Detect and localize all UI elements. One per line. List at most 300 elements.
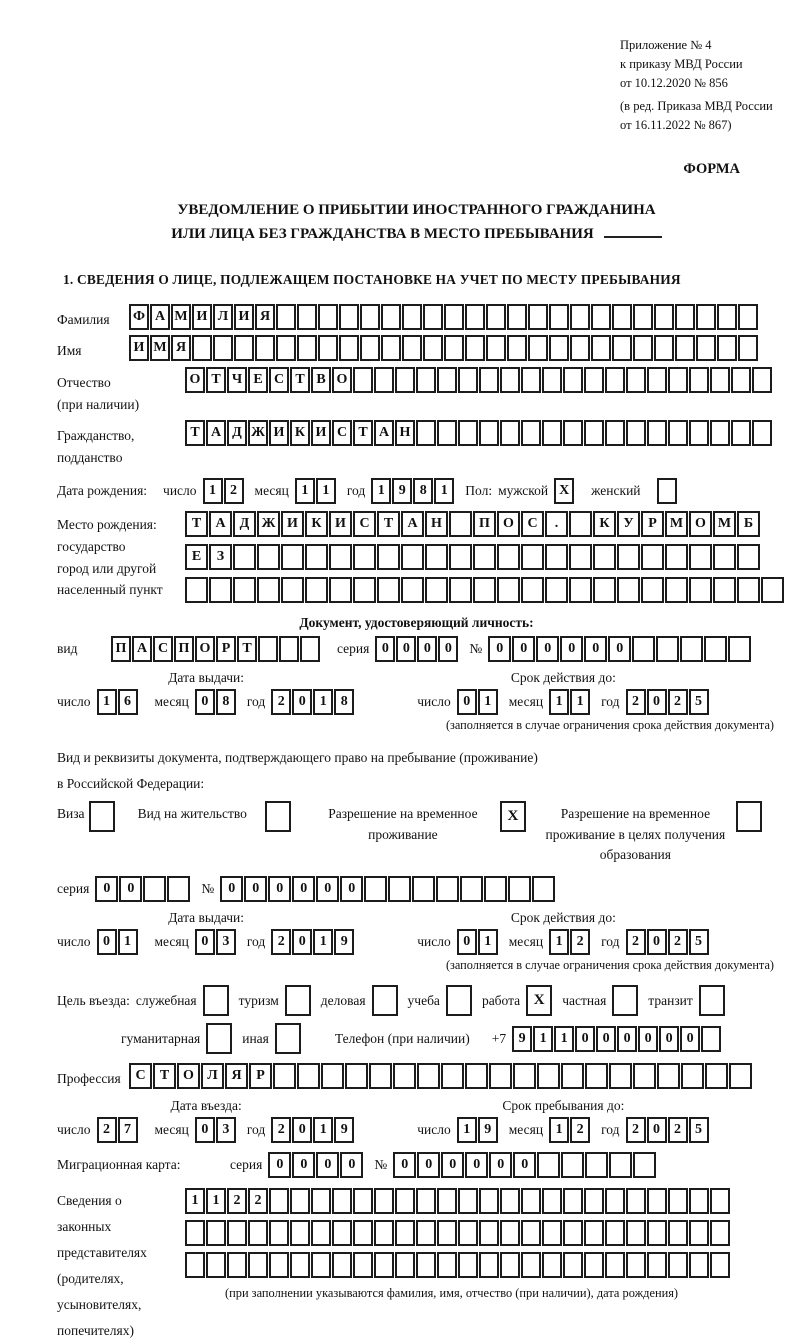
char-box[interactable] xyxy=(549,304,569,330)
char-box[interactable] xyxy=(542,420,562,446)
char-box[interactable]: 0 xyxy=(340,1152,363,1178)
char-box[interactable] xyxy=(647,1220,667,1246)
char-box[interactable] xyxy=(563,367,583,393)
char-box[interactable] xyxy=(701,1026,721,1052)
char-box[interactable]: 0 xyxy=(417,636,437,662)
char-box[interactable] xyxy=(585,1063,608,1089)
char-box[interactable]: Р xyxy=(216,636,236,662)
char-box[interactable]: 0 xyxy=(680,1026,700,1052)
char-box[interactable] xyxy=(657,1063,680,1089)
char-box[interactable] xyxy=(737,544,760,570)
char-box[interactable] xyxy=(489,1063,512,1089)
char-box[interactable] xyxy=(591,335,611,361)
char-box[interactable] xyxy=(364,876,387,902)
char-box[interactable] xyxy=(569,577,592,603)
char-box[interactable] xyxy=(605,1220,625,1246)
char-box[interactable] xyxy=(609,1152,632,1178)
char-box[interactable] xyxy=(458,420,478,446)
char-box[interactable]: 0 xyxy=(119,876,142,902)
char-box[interactable] xyxy=(318,304,338,330)
char-box[interactable] xyxy=(377,544,400,570)
char-box[interactable] xyxy=(668,1188,688,1214)
char-box[interactable] xyxy=(486,335,506,361)
char-box[interactable]: 0 xyxy=(560,636,583,662)
char-box[interactable] xyxy=(372,985,398,1016)
char-box[interactable] xyxy=(680,636,703,662)
char-box[interactable] xyxy=(416,367,436,393)
char-box[interactable]: С xyxy=(153,636,173,662)
char-box[interactable] xyxy=(297,304,317,330)
char-box[interactable] xyxy=(705,1063,728,1089)
char-box[interactable] xyxy=(381,335,401,361)
char-box[interactable] xyxy=(332,1188,352,1214)
char-box[interactable] xyxy=(561,1063,584,1089)
char-box[interactable] xyxy=(563,1188,583,1214)
char-box[interactable] xyxy=(273,1063,296,1089)
char-box[interactable]: 1 xyxy=(434,478,454,504)
char-box[interactable]: 9 xyxy=(334,929,354,955)
char-box[interactable]: Н xyxy=(425,511,448,537)
char-box[interactable]: 0 xyxy=(596,1026,616,1052)
char-box[interactable]: С xyxy=(332,420,352,446)
char-box[interactable]: Р xyxy=(641,511,664,537)
char-box[interactable]: Ф xyxy=(129,304,149,330)
char-box[interactable] xyxy=(605,1252,625,1278)
char-box[interactable] xyxy=(532,876,555,902)
char-box[interactable] xyxy=(609,1063,632,1089)
char-box[interactable] xyxy=(710,367,730,393)
char-box[interactable] xyxy=(444,335,464,361)
char-box[interactable]: 0 xyxy=(647,689,667,715)
char-box[interactable]: К xyxy=(305,511,328,537)
char-box[interactable]: Т xyxy=(185,420,205,446)
char-box[interactable]: Л xyxy=(213,304,233,330)
char-box[interactable] xyxy=(537,1152,560,1178)
char-box[interactable]: Т xyxy=(153,1063,176,1089)
char-box[interactable]: 0 xyxy=(513,1152,536,1178)
char-box[interactable] xyxy=(665,577,688,603)
char-box[interactable] xyxy=(521,1188,541,1214)
char-box[interactable]: 0 xyxy=(659,1026,679,1052)
char-box[interactable]: О xyxy=(332,367,352,393)
char-box[interactable] xyxy=(416,420,436,446)
char-box[interactable] xyxy=(647,420,667,446)
char-box[interactable]: 1 xyxy=(549,689,569,715)
char-box[interactable]: Т xyxy=(206,367,226,393)
char-box[interactable] xyxy=(626,1220,646,1246)
char-box[interactable] xyxy=(584,1220,604,1246)
char-box[interactable] xyxy=(626,1252,646,1278)
char-box[interactable] xyxy=(668,367,688,393)
char-box[interactable]: 0 xyxy=(417,1152,440,1178)
char-box[interactable]: 1 xyxy=(533,1026,553,1052)
char-box[interactable]: 1 xyxy=(185,1188,205,1214)
char-box[interactable]: 2 xyxy=(271,1117,291,1143)
char-box[interactable] xyxy=(479,1252,499,1278)
char-box[interactable] xyxy=(377,577,400,603)
char-box[interactable] xyxy=(185,577,208,603)
char-box[interactable] xyxy=(227,1252,247,1278)
char-box[interactable] xyxy=(593,577,616,603)
char-box[interactable] xyxy=(258,636,278,662)
char-box[interactable] xyxy=(458,367,478,393)
char-box[interactable] xyxy=(279,636,299,662)
char-box[interactable] xyxy=(329,577,352,603)
char-box[interactable] xyxy=(353,1188,373,1214)
char-box[interactable] xyxy=(332,1252,352,1278)
char-box[interactable]: А xyxy=(150,304,170,330)
char-box[interactable]: 0 xyxy=(292,876,315,902)
char-box[interactable] xyxy=(738,335,758,361)
char-box[interactable]: О xyxy=(195,636,215,662)
char-box[interactable]: 1 xyxy=(549,1117,569,1143)
char-box[interactable]: Я xyxy=(225,1063,248,1089)
char-box[interactable]: 2 xyxy=(626,929,646,955)
char-box[interactable]: Т xyxy=(237,636,257,662)
char-box[interactable] xyxy=(696,335,716,361)
char-box[interactable]: С xyxy=(129,1063,152,1089)
char-box[interactable]: 0 xyxy=(438,636,458,662)
char-box[interactable] xyxy=(374,1252,394,1278)
char-box[interactable]: 0 xyxy=(465,1152,488,1178)
char-box[interactable]: М xyxy=(171,304,191,330)
char-box[interactable] xyxy=(696,304,716,330)
char-box[interactable]: Б xyxy=(737,511,760,537)
char-box[interactable] xyxy=(500,1188,520,1214)
char-box[interactable] xyxy=(731,420,751,446)
char-box[interactable]: 9 xyxy=(512,1026,532,1052)
char-box[interactable] xyxy=(528,335,548,361)
char-box[interactable]: 8 xyxy=(413,478,433,504)
char-box[interactable] xyxy=(206,1220,226,1246)
char-box[interactable]: 0 xyxy=(584,636,607,662)
char-box[interactable] xyxy=(605,420,625,446)
char-box[interactable] xyxy=(353,577,376,603)
char-box[interactable]: 2 xyxy=(668,689,688,715)
char-box[interactable]: 2 xyxy=(227,1188,247,1214)
char-box[interactable]: 1 xyxy=(316,478,336,504)
char-box[interactable] xyxy=(321,1063,344,1089)
char-box[interactable]: X xyxy=(500,801,526,832)
char-box[interactable] xyxy=(416,1188,436,1214)
char-box[interactable] xyxy=(412,876,435,902)
char-box[interactable]: 0 xyxy=(488,636,511,662)
char-box[interactable] xyxy=(689,577,712,603)
char-box[interactable]: 0 xyxy=(220,876,243,902)
char-box[interactable]: 0 xyxy=(457,689,477,715)
char-box[interactable] xyxy=(508,876,531,902)
char-box[interactable]: 3 xyxy=(216,929,236,955)
char-box[interactable]: 0 xyxy=(292,1117,312,1143)
char-box[interactable]: 2 xyxy=(570,929,590,955)
char-box[interactable] xyxy=(654,335,674,361)
char-box[interactable]: Ж xyxy=(248,420,268,446)
char-box[interactable] xyxy=(395,1188,415,1214)
char-box[interactable]: 1 xyxy=(570,689,590,715)
char-box[interactable] xyxy=(633,1152,656,1178)
char-box[interactable] xyxy=(297,1063,320,1089)
char-box[interactable]: 2 xyxy=(224,478,244,504)
char-box[interactable] xyxy=(473,577,496,603)
char-box[interactable] xyxy=(521,544,544,570)
char-box[interactable]: 0 xyxy=(489,1152,512,1178)
char-box[interactable]: 1 xyxy=(295,478,315,504)
char-box[interactable] xyxy=(479,1188,499,1214)
char-box[interactable]: X xyxy=(526,985,552,1016)
char-box[interactable] xyxy=(360,304,380,330)
char-box[interactable] xyxy=(563,420,583,446)
char-box[interactable]: 0 xyxy=(375,636,395,662)
char-box[interactable] xyxy=(713,577,736,603)
char-box[interactable]: 0 xyxy=(97,929,117,955)
char-box[interactable] xyxy=(689,1220,709,1246)
char-box[interactable]: 0 xyxy=(316,876,339,902)
char-box[interactable] xyxy=(641,577,664,603)
char-box[interactable] xyxy=(285,985,311,1016)
char-box[interactable] xyxy=(449,577,472,603)
char-box[interactable]: 0 xyxy=(244,876,267,902)
char-box[interactable]: 0 xyxy=(95,876,118,902)
char-box[interactable]: А xyxy=(374,420,394,446)
char-box[interactable] xyxy=(626,367,646,393)
char-box[interactable]: У xyxy=(617,511,640,537)
char-box[interactable] xyxy=(717,304,737,330)
char-box[interactable] xyxy=(675,304,695,330)
char-box[interactable] xyxy=(500,1252,520,1278)
char-box[interactable] xyxy=(617,577,640,603)
char-box[interactable]: М xyxy=(713,511,736,537)
char-box[interactable] xyxy=(281,577,304,603)
char-box[interactable]: 1 xyxy=(478,689,498,715)
char-box[interactable] xyxy=(329,544,352,570)
char-box[interactable] xyxy=(416,1252,436,1278)
char-box[interactable]: 3 xyxy=(216,1117,236,1143)
char-box[interactable] xyxy=(563,1220,583,1246)
char-box[interactable]: 9 xyxy=(334,1117,354,1143)
char-box[interactable]: 2 xyxy=(271,929,291,955)
char-box[interactable] xyxy=(612,985,638,1016)
char-box[interactable] xyxy=(736,801,762,832)
char-box[interactable]: 2 xyxy=(668,929,688,955)
char-box[interactable] xyxy=(423,335,443,361)
char-box[interactable] xyxy=(584,367,604,393)
char-box[interactable] xyxy=(500,367,520,393)
char-box[interactable]: 0 xyxy=(457,929,477,955)
char-box[interactable] xyxy=(500,1220,520,1246)
char-box[interactable]: 2 xyxy=(626,689,646,715)
char-box[interactable]: Я xyxy=(171,335,191,361)
char-box[interactable]: А xyxy=(132,636,152,662)
char-box[interactable] xyxy=(612,335,632,361)
char-box[interactable] xyxy=(710,1188,730,1214)
char-box[interactable] xyxy=(339,335,359,361)
char-box[interactable] xyxy=(269,1220,289,1246)
char-box[interactable] xyxy=(353,1252,373,1278)
char-box[interactable] xyxy=(704,636,727,662)
char-box[interactable] xyxy=(353,1220,373,1246)
char-box[interactable] xyxy=(436,876,459,902)
char-box[interactable] xyxy=(497,577,520,603)
char-box[interactable] xyxy=(537,1063,560,1089)
char-box[interactable] xyxy=(656,636,679,662)
char-box[interactable]: X xyxy=(554,478,574,504)
char-box[interactable]: 1 xyxy=(554,1026,574,1052)
char-box[interactable] xyxy=(276,335,296,361)
char-box[interactable] xyxy=(437,1188,457,1214)
char-box[interactable]: И xyxy=(281,511,304,537)
char-box[interactable] xyxy=(542,1188,562,1214)
char-box[interactable] xyxy=(89,801,115,832)
char-box[interactable]: 2 xyxy=(668,1117,688,1143)
char-box[interactable]: А xyxy=(401,511,424,537)
char-box[interactable]: 1 xyxy=(457,1117,477,1143)
char-box[interactable] xyxy=(632,636,655,662)
char-box[interactable] xyxy=(479,367,499,393)
char-box[interactable]: 0 xyxy=(647,1117,667,1143)
char-box[interactable] xyxy=(484,876,507,902)
char-box[interactable] xyxy=(737,577,760,603)
char-box[interactable] xyxy=(417,1063,440,1089)
char-box[interactable] xyxy=(689,1188,709,1214)
char-box[interactable]: 0 xyxy=(268,876,291,902)
char-box[interactable] xyxy=(449,511,472,537)
char-box[interactable] xyxy=(507,335,527,361)
char-box[interactable]: 1 xyxy=(313,689,333,715)
char-box[interactable]: 2 xyxy=(248,1188,268,1214)
char-box[interactable] xyxy=(654,304,674,330)
char-box[interactable] xyxy=(584,420,604,446)
char-box[interactable]: С xyxy=(353,511,376,537)
char-box[interactable] xyxy=(276,304,296,330)
char-box[interactable] xyxy=(561,1152,584,1178)
char-box[interactable] xyxy=(290,1188,310,1214)
char-box[interactable] xyxy=(281,544,304,570)
char-box[interactable]: П xyxy=(111,636,131,662)
char-box[interactable]: К xyxy=(593,511,616,537)
char-box[interactable] xyxy=(465,335,485,361)
char-box[interactable] xyxy=(569,511,592,537)
char-box[interactable] xyxy=(647,367,667,393)
char-box[interactable] xyxy=(549,335,569,361)
char-box[interactable] xyxy=(717,335,737,361)
char-box[interactable]: 1 xyxy=(371,478,391,504)
char-box[interactable]: 0 xyxy=(393,1152,416,1178)
char-box[interactable] xyxy=(185,1252,205,1278)
char-box[interactable] xyxy=(269,1188,289,1214)
char-box[interactable] xyxy=(584,1252,604,1278)
char-box[interactable]: 7 xyxy=(118,1117,138,1143)
char-box[interactable] xyxy=(570,304,590,330)
char-box[interactable]: П xyxy=(473,511,496,537)
char-box[interactable] xyxy=(507,304,527,330)
char-box[interactable] xyxy=(521,420,541,446)
char-box[interactable]: Л xyxy=(201,1063,224,1089)
char-box[interactable]: . xyxy=(545,511,568,537)
char-box[interactable]: 0 xyxy=(292,1152,315,1178)
char-box[interactable] xyxy=(626,1188,646,1214)
char-box[interactable] xyxy=(728,636,751,662)
char-box[interactable]: И xyxy=(329,511,352,537)
char-box[interactable]: 0 xyxy=(268,1152,291,1178)
char-box[interactable] xyxy=(311,1252,331,1278)
char-box[interactable] xyxy=(633,304,653,330)
char-box[interactable] xyxy=(290,1252,310,1278)
char-box[interactable]: 1 xyxy=(478,929,498,955)
char-box[interactable] xyxy=(167,876,190,902)
char-box[interactable] xyxy=(402,335,422,361)
char-box[interactable] xyxy=(752,367,772,393)
char-box[interactable] xyxy=(633,335,653,361)
char-box[interactable] xyxy=(395,1220,415,1246)
char-box[interactable] xyxy=(305,577,328,603)
char-box[interactable]: О xyxy=(177,1063,200,1089)
char-box[interactable] xyxy=(731,367,751,393)
char-box[interactable] xyxy=(668,1220,688,1246)
char-box[interactable] xyxy=(206,1023,232,1054)
char-box[interactable]: 5 xyxy=(689,1117,709,1143)
char-box[interactable]: 0 xyxy=(316,1152,339,1178)
char-box[interactable] xyxy=(248,1220,268,1246)
char-box[interactable] xyxy=(311,1220,331,1246)
char-box[interactable]: 0 xyxy=(292,929,312,955)
char-box[interactable]: И xyxy=(192,304,212,330)
char-box[interactable] xyxy=(393,1063,416,1089)
char-box[interactable]: С xyxy=(521,511,544,537)
char-box[interactable] xyxy=(395,367,415,393)
char-box[interactable] xyxy=(521,1252,541,1278)
char-box[interactable]: 2 xyxy=(570,1117,590,1143)
char-box[interactable] xyxy=(449,544,472,570)
char-box[interactable] xyxy=(374,1188,394,1214)
char-box[interactable] xyxy=(545,544,568,570)
char-box[interactable] xyxy=(275,1023,301,1054)
char-box[interactable] xyxy=(479,420,499,446)
char-box[interactable] xyxy=(521,1220,541,1246)
char-box[interactable] xyxy=(206,1252,226,1278)
char-box[interactable] xyxy=(290,1220,310,1246)
char-box[interactable] xyxy=(209,577,232,603)
char-box[interactable] xyxy=(612,304,632,330)
char-box[interactable] xyxy=(345,1063,368,1089)
char-box[interactable]: Ж xyxy=(257,511,280,537)
char-box[interactable]: Е xyxy=(185,544,208,570)
char-box[interactable] xyxy=(545,577,568,603)
char-box[interactable] xyxy=(593,544,616,570)
char-box[interactable] xyxy=(668,420,688,446)
char-box[interactable]: О xyxy=(185,367,205,393)
char-box[interactable]: Р xyxy=(249,1063,272,1089)
char-box[interactable] xyxy=(248,1252,268,1278)
char-box[interactable]: 2 xyxy=(626,1117,646,1143)
char-box[interactable] xyxy=(369,1063,392,1089)
char-box[interactable] xyxy=(402,304,422,330)
char-box[interactable] xyxy=(416,1220,436,1246)
char-box[interactable] xyxy=(444,304,464,330)
char-box[interactable] xyxy=(401,577,424,603)
char-box[interactable] xyxy=(458,1188,478,1214)
char-box[interactable]: 1 xyxy=(549,929,569,955)
char-box[interactable] xyxy=(425,544,448,570)
char-box[interactable] xyxy=(521,367,541,393)
char-box[interactable]: С xyxy=(269,367,289,393)
char-box[interactable]: 0 xyxy=(396,636,416,662)
char-box[interactable]: Т xyxy=(353,420,373,446)
char-box[interactable]: 0 xyxy=(608,636,631,662)
char-box[interactable]: 1 xyxy=(118,929,138,955)
char-box[interactable] xyxy=(395,1252,415,1278)
char-box[interactable] xyxy=(465,304,485,330)
char-box[interactable] xyxy=(269,1252,289,1278)
